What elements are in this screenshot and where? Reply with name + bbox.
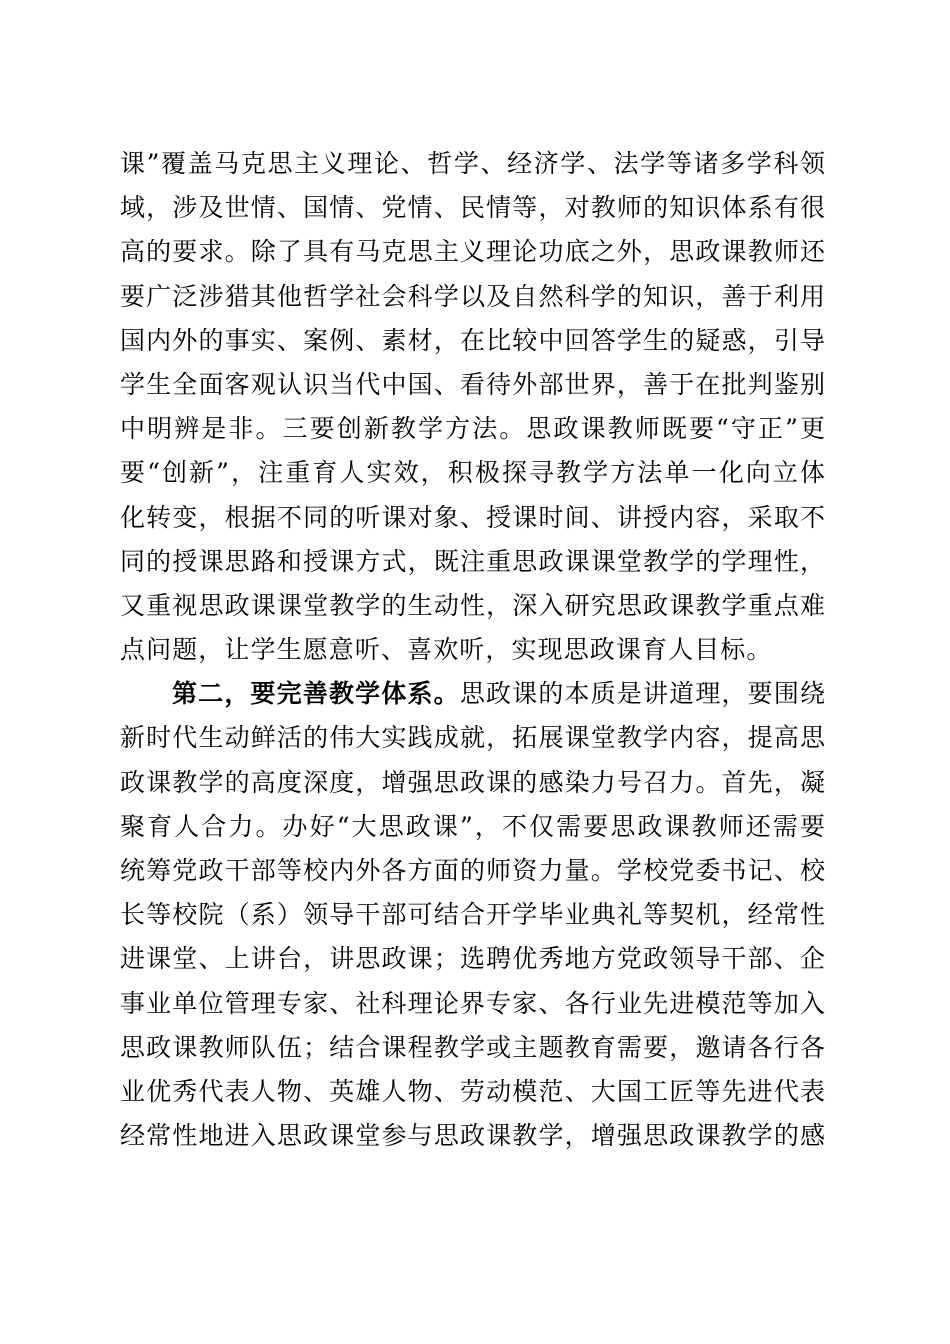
text-line: 思政课教师队伍；结合课程教学或主题教育需要，邀请各行各 (120, 1032, 825, 1062)
text-line: 进课堂、上讲台，讲思政课；选聘优秀地方党政领导干部、企 (120, 944, 825, 974)
text-line: 事业单位管理专家、社科理论界专家、各行业先进模范等加入 (120, 988, 825, 1018)
text-line: 要广泛涉猎其他哲学社会科学以及自然科学的知识，善于利用 (120, 281, 825, 311)
text-line: 域，涉及世情、国情、党情、民情等，对教师的知识体系有很 (120, 193, 825, 223)
text-line: 国内外的事实、案例、素材，在比较中回答学生的疑惑，引导 (120, 325, 825, 355)
text-line: 同的授课思路和授课方式，既注重思政课课堂教学的学理性， (120, 546, 825, 576)
text-line: 新时代生动鲜活的伟大实践成就，拓展课堂教学内容，提高思 (120, 723, 825, 753)
text-line: 课”覆盖马克思主义理论、哲学、经济学、法学等诸多学科领 (120, 149, 825, 178)
text-line: 化转变，根据不同的听课对象、授课时间、讲授内容，采取不 (120, 502, 825, 532)
text-line: 长等校院（系）领导干部可结合开学毕业典礼等契机，经常性 (120, 900, 825, 930)
text-line: 聚育人合力。办好“大思政课”，不仅需要思政课教师还需要 (120, 811, 825, 841)
paragraph-2 (120, 672, 825, 1158)
text-line: 学生全面客观认识当代中国、看待外部世界，善于在批判鉴别 (120, 369, 825, 399)
text-line: 经常性地进入思政课堂参与思政课教学，增强思政课教学的感 (120, 1121, 825, 1151)
paragraph-2-first-line (120, 672, 825, 716)
paragraph-1 (120, 142, 825, 672)
text-line: 高的要求。除了具有马克思主义理论功底之外，思政课教师还 (120, 237, 825, 267)
text-line: 点问题，让学生愿意听、喜欢听，实现思政课育人目标。 (120, 635, 773, 665)
section-heading: 第二，要完善教学体系。 (172, 679, 460, 709)
text-run: 思政课的本质是讲道理，要围绕 (459, 679, 825, 709)
text-line: 政课教学的高度深度，增强思政课的感染力号召力。首先，凝 (120, 767, 825, 797)
text-line: 要“创新”，注重育人实效，积极探寻教学方法单一化向立体 (120, 458, 825, 488)
text-line: 中明辨是非。三要创新教学方法。思政课教师既要“守正”更 (120, 414, 825, 444)
text-line: 业优秀代表人物、英雄人物、劳动模范、大国工匠等先进代表 (120, 1076, 825, 1106)
text-line: 统筹党政干部等校内外各方面的师资力量。学校党委书记、校 (120, 856, 825, 885)
text-line: 又重视思政课课堂教学的生动性，深入研究思政课教学重点难 (120, 590, 825, 620)
body-text (120, 142, 825, 1158)
